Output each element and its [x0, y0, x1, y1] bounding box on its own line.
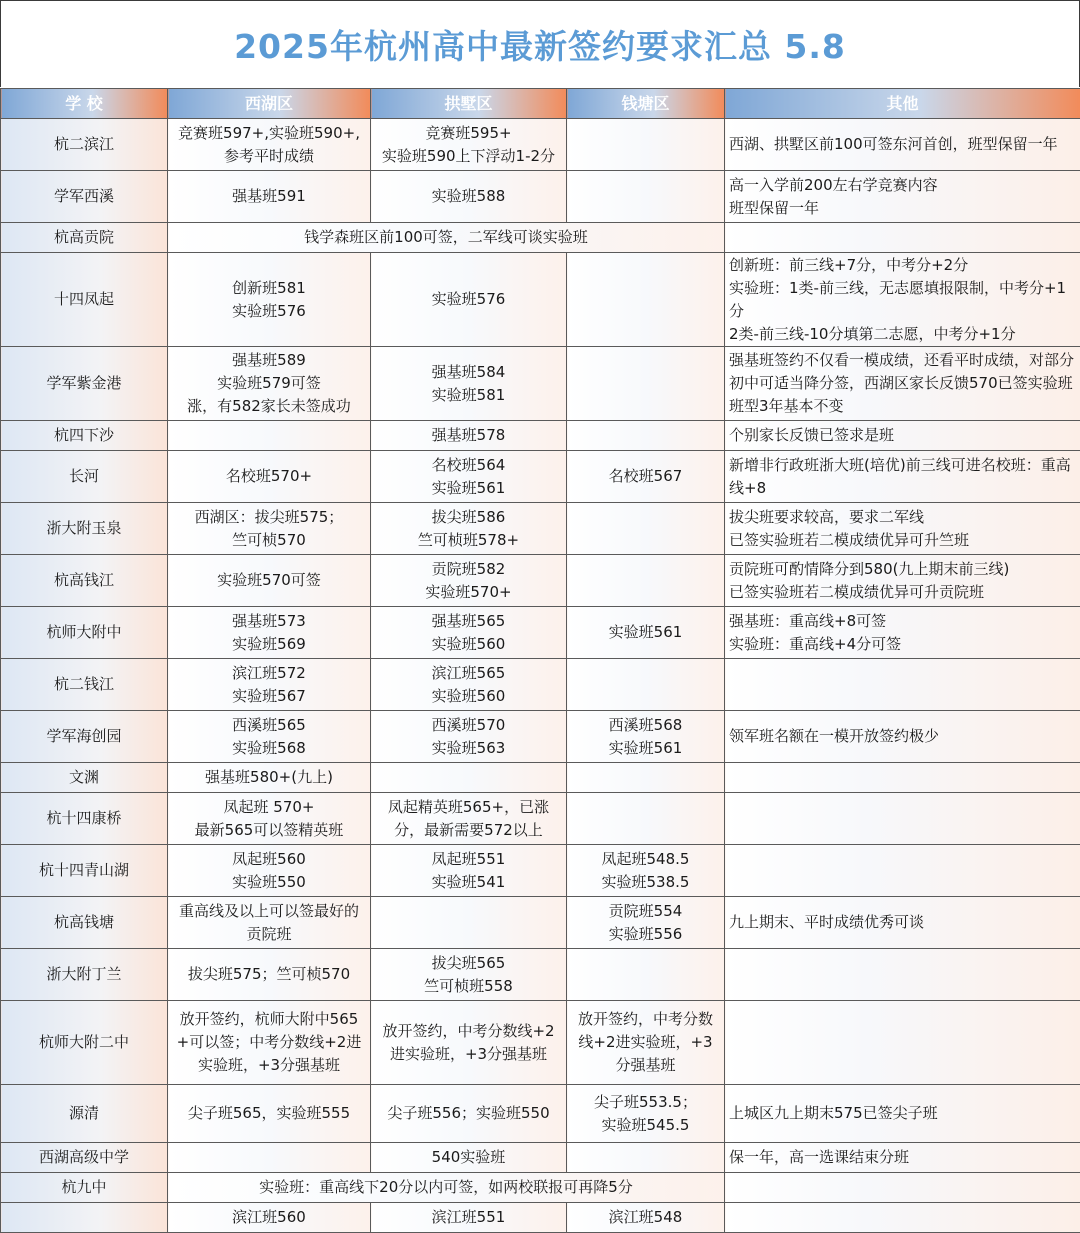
other-notes: [725, 555, 1080, 607]
other-notes-text: 创新班：前三线+7分，中考分+2分: [729, 254, 1076, 277]
other-notes: [725, 421, 1080, 451]
school-name: 学军紫金港: [1, 347, 168, 421]
gongshu-requirement-text: 强基班584: [375, 361, 562, 384]
xihu-requirement-text: 尖子班565，实验班555: [172, 1102, 366, 1125]
qiantang-requirement: [567, 763, 725, 793]
gongshu-requirement-text: 强基班578: [375, 424, 562, 447]
qiantang-requirement-text: 滨江班548: [571, 1206, 720, 1229]
other-notes: [725, 451, 1080, 503]
xihu-requirement: [168, 763, 371, 793]
table-row: [1, 763, 1080, 793]
gongshu-requirement: [371, 793, 567, 845]
qiantang-requirement: [567, 659, 725, 711]
other-notes: [725, 1085, 1080, 1143]
gongshu-requirement-text: 凤起精英班565+，已涨分，最新需要572以上: [375, 796, 562, 842]
gongshu-requirement-text: 拔尖班565: [375, 952, 562, 975]
qiantang-requirement: [567, 949, 725, 1001]
other-notes: [725, 1173, 1080, 1203]
gongshu-requirement: [371, 503, 567, 555]
other-notes: [725, 711, 1080, 763]
gongshu-requirement: [371, 555, 567, 607]
xihu-requirement-text: 凤起班560: [172, 848, 366, 871]
xihu-requirement-text: 西湖区：拔尖班575；: [172, 506, 366, 529]
xihu-requirement: [168, 1203, 371, 1233]
other-notes-text: 实验班：重高线+4分可签: [729, 633, 1076, 656]
other-notes: [725, 253, 1080, 347]
school-name: 杭高贡院: [1, 223, 168, 253]
xihu-requirement-text: 实验班579可签: [172, 372, 366, 395]
table-row: [1, 1085, 1080, 1143]
other-notes-text: 上城区九上期末575已签尖子班: [729, 1102, 1076, 1125]
xihu-requirement-text: 滨江班572: [172, 662, 366, 685]
table-row: [1, 1143, 1080, 1173]
header-xihu: 西湖区: [168, 89, 371, 119]
school-name: 源清: [1, 1085, 168, 1143]
xihu-requirement: [168, 555, 371, 607]
gongshu-requirement-text: 名校班564: [375, 454, 562, 477]
school-name: 杭四下沙: [1, 421, 168, 451]
gongshu-requirement-text: 西溪班570: [375, 714, 562, 737]
xihu-requirement-text: 实验班567: [172, 685, 366, 708]
header-gongshu: 拱墅区: [371, 89, 567, 119]
other-notes-text: 强基班签约不仅看一模成绩，还看平时成绩，对部分初中可适当降分签，西湖区家长反馈570已签实验班班型3年基本不变: [729, 349, 1076, 418]
xihu-requirement-text: 滨江班560: [172, 1206, 366, 1229]
header-row: [1, 89, 1080, 119]
xihu-requirement-text: 涨，有582家长未签成功: [172, 395, 366, 418]
other-notes: [725, 845, 1080, 897]
other-notes-text: 已签实验班若二模成绩优异可升竺班: [729, 529, 1076, 552]
qiantang-requirement: [567, 897, 725, 949]
other-notes: [725, 119, 1080, 171]
school-name: 杭二滨江: [1, 119, 168, 171]
school-name: 杭十四康桥: [1, 793, 168, 845]
qiantang-requirement-text: 实验班556: [571, 923, 720, 946]
other-notes-text: 新增非行政班浙大班(培优)前三线可进名校班：重高线+8: [729, 454, 1076, 500]
qiantang-requirement-text: 实验班561: [571, 621, 720, 644]
gongshu-requirement: [371, 1085, 567, 1143]
gongshu-requirement-text: 实验班560: [375, 685, 562, 708]
merged-requirement: 钱学森班区前100可签，二军线可谈实验班: [168, 223, 725, 253]
table-row: [1, 845, 1080, 897]
gongshu-requirement: [371, 253, 567, 347]
qiantang-requirement: [567, 793, 725, 845]
xihu-requirement-text: 最新565可以签精英班: [172, 819, 366, 842]
qiantang-requirement: [567, 711, 725, 763]
school-name: 浙大附玉泉: [1, 503, 168, 555]
table-row: [1, 555, 1080, 607]
header-school: 学 校: [1, 89, 168, 119]
gongshu-requirement: [371, 897, 567, 949]
school-name: 十四凤起: [1, 253, 168, 347]
gongshu-requirement-text: 实验班588: [375, 185, 562, 208]
qiantang-requirement-text: 实验班538.5: [571, 871, 720, 894]
gongshu-requirement-text: 贡院班582: [375, 558, 562, 581]
gongshu-requirement: [371, 347, 567, 421]
gongshu-requirement-text: 竺可桢班578+: [375, 529, 562, 552]
xihu-requirement-text: 强基班580+(九上): [172, 766, 366, 789]
other-notes-text: 领军班名额在一模开放签约极少: [729, 725, 1076, 748]
school-name: 杭十四青山湖: [1, 845, 168, 897]
other-notes-text: 班型保留一年: [729, 197, 1076, 220]
other-notes: [725, 1143, 1080, 1173]
other-notes: [725, 171, 1080, 223]
qiantang-requirement-text: 实验班545.5: [571, 1114, 720, 1137]
school-name: 文渊: [1, 763, 168, 793]
school-name: 浙大附丁兰: [1, 949, 168, 1001]
xihu-requirement: [168, 421, 371, 451]
table-row: [1, 897, 1080, 949]
gongshu-requirement-text: 放开签约，中考分数线+2进实验班，+3分强基班: [375, 1020, 562, 1066]
qiantang-requirement-text: 贡院班554: [571, 900, 720, 923]
qiantang-requirement-text: 名校班567: [571, 465, 720, 488]
other-notes-text: 拔尖班要求较高，要求二军线: [729, 506, 1076, 529]
table-row: [1, 347, 1080, 421]
gongshu-requirement: [371, 171, 567, 223]
qiantang-requirement: [567, 845, 725, 897]
gongshu-requirement-text: 实验班541: [375, 871, 562, 894]
xihu-requirement-text: 名校班570+: [172, 465, 366, 488]
qiantang-requirement: [567, 347, 725, 421]
table-row: [1, 793, 1080, 845]
gongshu-requirement-text: 实验班590上下浮动1-2分: [375, 145, 562, 168]
other-notes: [725, 659, 1080, 711]
other-notes: [725, 1001, 1080, 1085]
gongshu-requirement: [371, 119, 567, 171]
gongshu-requirement-text: 实验班560: [375, 633, 562, 656]
xihu-requirement: [168, 503, 371, 555]
xihu-requirement-text: 拔尖班575；竺可桢570: [172, 963, 366, 986]
xihu-requirement-text: 放开签约，杭师大附中565+可以签；中考分数线+2进实验班，+3分强基班: [172, 1008, 366, 1077]
other-notes: [725, 347, 1080, 421]
table-row: [1, 607, 1080, 659]
gongshu-requirement-text: 竺可桢班558: [375, 975, 562, 998]
xihu-requirement: [168, 171, 371, 223]
xihu-requirement: [168, 253, 371, 347]
school-name: 学军海创园: [1, 711, 168, 763]
page-title: 2025年杭州高中最新签约要求汇总 5.8: [234, 21, 846, 68]
xihu-requirement-text: 竞赛班597+,实验班590+,: [172, 122, 366, 145]
other-notes-text: 贡院班可酌情降分到580(九上期末前三线): [729, 558, 1076, 581]
gongshu-requirement-text: 强基班565: [375, 610, 562, 633]
xihu-requirement-text: 西溪班565: [172, 714, 366, 737]
requirements-table: [0, 88, 1080, 1233]
other-notes: [725, 1203, 1080, 1233]
xihu-requirement: [168, 711, 371, 763]
gongshu-requirement-text: 实验班581: [375, 384, 562, 407]
gongshu-requirement-text: 540实验班: [375, 1146, 562, 1169]
table-row: [1, 421, 1080, 451]
other-notes-text: 已签实验班若二模成绩优异可升贡院班: [729, 581, 1076, 604]
xihu-requirement: [168, 1143, 371, 1173]
merged-requirement: 实验班：重高线下20分以内可签，如两校联报可再降5分: [168, 1173, 725, 1203]
title-bar: [0, 0, 1080, 87]
qiantang-requirement: [567, 1001, 725, 1085]
school-name: 长河: [1, 451, 168, 503]
school-name: [1, 1203, 168, 1233]
table-row: [1, 451, 1080, 503]
gongshu-requirement-text: 实验班563: [375, 737, 562, 760]
gongshu-requirement-text: 凤起班551: [375, 848, 562, 871]
xihu-requirement: [168, 845, 371, 897]
qiantang-requirement: [567, 1203, 725, 1233]
table-row: [1, 949, 1080, 1001]
other-notes: [725, 503, 1080, 555]
school-name: 杭高钱塘: [1, 897, 168, 949]
gongshu-requirement: [371, 659, 567, 711]
qiantang-requirement: [567, 607, 725, 659]
other-notes-text: 个别家长反馈已签求是班: [729, 424, 1076, 447]
school-name: 学军西溪: [1, 171, 168, 223]
qiantang-requirement-text: 放开签约，中考分数线+2进实验班，+3分强基班: [571, 1008, 720, 1077]
table-row: [1, 223, 1080, 253]
xihu-requirement-text: 凤起班 570+: [172, 796, 366, 819]
qiantang-requirement-text: 实验班561: [571, 737, 720, 760]
qiantang-requirement: [567, 503, 725, 555]
table-row: [1, 503, 1080, 555]
xihu-requirement-text: 实验班568: [172, 737, 366, 760]
other-notes-text: 实验班：1类-前三线，无志愿填报限制，中考分+1分: [729, 277, 1076, 323]
xihu-requirement-text: 竺可桢570: [172, 529, 366, 552]
xihu-requirement: [168, 949, 371, 1001]
school-name: 杭师大附二中: [1, 1001, 168, 1085]
qiantang-requirement: [567, 253, 725, 347]
xihu-requirement-text: 实验班569: [172, 633, 366, 656]
gongshu-requirement: [371, 763, 567, 793]
other-notes-text: 九上期末、平时成绩优秀可谈: [729, 911, 1076, 934]
qiantang-requirement: [567, 119, 725, 171]
gongshu-requirement-text: 滨江班565: [375, 662, 562, 685]
xihu-requirement: [168, 897, 371, 949]
gongshu-requirement: [371, 949, 567, 1001]
qiantang-requirement: [567, 171, 725, 223]
gongshu-requirement: [371, 421, 567, 451]
xihu-requirement-text: 强基班591: [172, 185, 366, 208]
other-notes: [725, 897, 1080, 949]
other-notes: [725, 793, 1080, 845]
gongshu-requirement: [371, 1001, 567, 1085]
xihu-requirement: [168, 451, 371, 503]
school-name: 杭师大附中: [1, 607, 168, 659]
other-notes-text: 强基班：重高线+8可签: [729, 610, 1076, 633]
qiantang-requirement: [567, 1143, 725, 1173]
xihu-requirement-text: 强基班573: [172, 610, 366, 633]
gongshu-requirement: [371, 1203, 567, 1233]
school-name: 杭二钱江: [1, 659, 168, 711]
xihu-requirement: [168, 119, 371, 171]
table-row: [1, 1001, 1080, 1085]
table-row: [1, 1173, 1080, 1203]
table-row: [1, 659, 1080, 711]
other-notes-text: 西湖、拱墅区前100可签东河首创，班型保留一年: [729, 133, 1076, 156]
xihu-requirement-text: 实验班576: [172, 300, 366, 323]
table-row: [1, 711, 1080, 763]
school-name: 西湖高级中学: [1, 1143, 168, 1173]
gongshu-requirement-text: 实验班576: [375, 288, 562, 311]
qiantang-requirement-text: 西溪班568: [571, 714, 720, 737]
gongshu-requirement: [371, 711, 567, 763]
xihu-requirement: [168, 793, 371, 845]
xihu-requirement: [168, 659, 371, 711]
gongshu-requirement-text: 实验班561: [375, 477, 562, 500]
other-notes: [725, 223, 1080, 253]
other-notes: [725, 607, 1080, 659]
header-qiantang: 钱塘区: [567, 89, 725, 119]
table-body: [1, 119, 1080, 1233]
gongshu-requirement-text: 竞赛班595+: [375, 122, 562, 145]
qiantang-requirement: [567, 555, 725, 607]
other-notes: [725, 763, 1080, 793]
gongshu-requirement-text: 实验班570+: [375, 581, 562, 604]
header-other: 其他: [725, 89, 1080, 119]
xihu-requirement-text: 参考平时成绩: [172, 145, 366, 168]
qiantang-requirement: [567, 1085, 725, 1143]
other-notes-text: 2类-前三线-10分填第二志愿，中考分+1分: [729, 323, 1076, 346]
xihu-requirement: [168, 1085, 371, 1143]
qiantang-requirement-text: 尖子班553.5；: [571, 1091, 720, 1114]
xihu-requirement-text: 重高线及以上可以签最好的贡院班: [172, 900, 366, 946]
gongshu-requirement-text: 尖子班556；实验班550: [375, 1102, 562, 1125]
school-name: 杭高钱江: [1, 555, 168, 607]
xihu-requirement: [168, 347, 371, 421]
qiantang-requirement: [567, 451, 725, 503]
other-notes-text: 高一入学前200左右学竞赛内容: [729, 174, 1076, 197]
table-row: [1, 1203, 1080, 1233]
xihu-requirement: [168, 1001, 371, 1085]
other-notes: [725, 949, 1080, 1001]
gongshu-requirement-text: 拔尖班586: [375, 506, 562, 529]
qiantang-requirement-text: 凤起班548.5: [571, 848, 720, 871]
gongshu-requirement: [371, 451, 567, 503]
gongshu-requirement: [371, 845, 567, 897]
xihu-requirement-text: 实验班570可签: [172, 569, 366, 592]
xihu-requirement-text: 实验班550: [172, 871, 366, 894]
xihu-requirement: [168, 607, 371, 659]
xihu-requirement-text: 强基班589: [172, 349, 366, 372]
other-notes-text: 保一年，高一选课结束分班: [729, 1146, 1076, 1169]
school-name: 杭九中: [1, 1173, 168, 1203]
gongshu-requirement: [371, 1143, 567, 1173]
gongshu-requirement-text: 滨江班551: [375, 1206, 562, 1229]
xihu-requirement-text: 创新班581: [172, 277, 366, 300]
table-row: [1, 253, 1080, 347]
table-row: [1, 119, 1080, 171]
qiantang-requirement: [567, 421, 725, 451]
table-row: [1, 171, 1080, 223]
gongshu-requirement: [371, 607, 567, 659]
